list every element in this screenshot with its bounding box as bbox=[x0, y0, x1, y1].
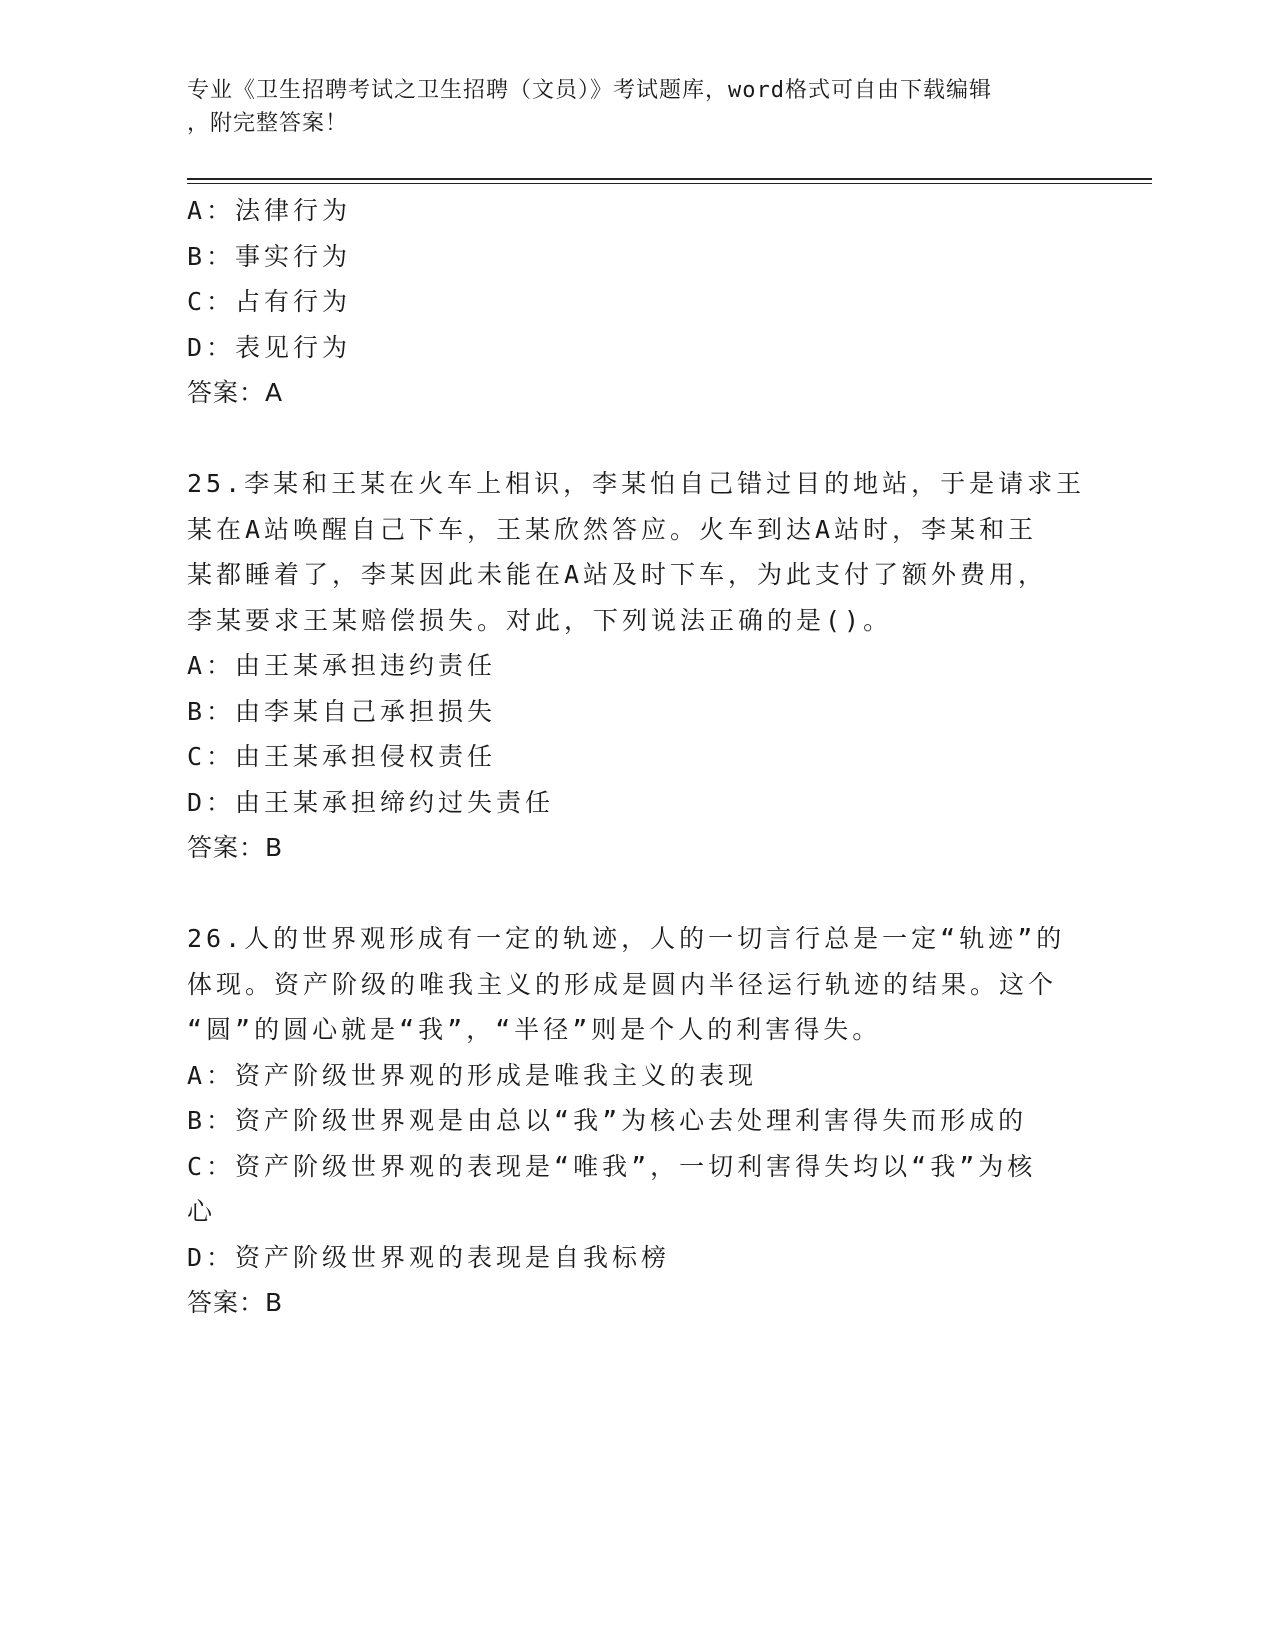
q26-option-c-line-2: 心 bbox=[187, 1197, 217, 1226]
q24-answer: 答案：A bbox=[187, 378, 284, 407]
q26-stem-line-3: “圆”的圆心就是“我”，“半径”则是个人的利害得失。 bbox=[187, 1015, 882, 1044]
q25-option-d: D：由王某承担缔约过失责任 bbox=[187, 787, 555, 817]
header-divider-thick bbox=[187, 178, 1152, 180]
q25-option-b: B：由李某自己承担损失 bbox=[187, 696, 497, 726]
question-25-block bbox=[187, 461, 1087, 871]
q26-stem-line-2: 体现。资产阶级的唯我主义的形成是圆内半径运行轨迹的结果。这个 bbox=[187, 969, 1058, 999]
q26-option-a: A：资产阶级世界观的形成是唯我主义的表现 bbox=[187, 1060, 758, 1090]
q25-option-c: C：由王某承担侵权责任 bbox=[187, 742, 497, 771]
q25-stem-line-4: 李某要求王某赔偿损失。对此，下列说法正确的是()。 bbox=[187, 605, 893, 635]
q25-stem-line-3: 某都睡着了，李某因此未能在A站及时下车，为此支付了额外费用， bbox=[187, 560, 1048, 589]
header-line-1: 专业《卫生招聘考试之卫生招聘（文员）》考试题库，word格式可自由下载编辑 bbox=[187, 78, 992, 103]
q24-option-c: C：占有行为 bbox=[187, 287, 352, 316]
q26-option-d: D：资产阶级世界观的表现是自我标榜 bbox=[187, 1242, 671, 1272]
q25-answer: 答案：B bbox=[187, 833, 284, 862]
q26-option-b: B：资产阶级世界观是由总以“我”为核心去处理利害得失而形成的 bbox=[187, 1106, 1028, 1135]
q26-option-c-line-1: C：资产阶级世界观的表现是“唯我”，一切利害得失均以“我”为核 bbox=[187, 1151, 1037, 1181]
q26-stem-line-1: 26.人的世界观形成有一定的轨迹，人的一切言行总是一定“轨迹”的 bbox=[187, 924, 1066, 953]
header-line-2: ，附完整答案！ bbox=[187, 111, 349, 136]
question-26-block bbox=[187, 916, 1087, 1326]
q24-option-b: B：事实行为 bbox=[187, 241, 352, 271]
question-content bbox=[187, 188, 1087, 1326]
q25-stem-line-2: 某在A站唤醒自己下车，王某欣然答应。火车到达A站时，李某和王 bbox=[187, 514, 1038, 544]
q24-option-d: D：表见行为 bbox=[187, 332, 352, 362]
q24-option-a: A：法律行为 bbox=[187, 196, 352, 225]
q25-option-a: A：由王某承担违约责任 bbox=[187, 651, 497, 680]
q26-answer: 答案：B bbox=[187, 1288, 284, 1317]
header-divider-thin bbox=[187, 183, 1152, 184]
document-header bbox=[187, 74, 1077, 140]
question-24-block bbox=[187, 188, 1087, 416]
q25-stem-line-1: 25.李某和王某在火车上相识，李某怕自己错过目的地站，于是请求王 bbox=[187, 469, 1086, 498]
spacer bbox=[187, 871, 1087, 917]
spacer bbox=[187, 416, 1087, 462]
